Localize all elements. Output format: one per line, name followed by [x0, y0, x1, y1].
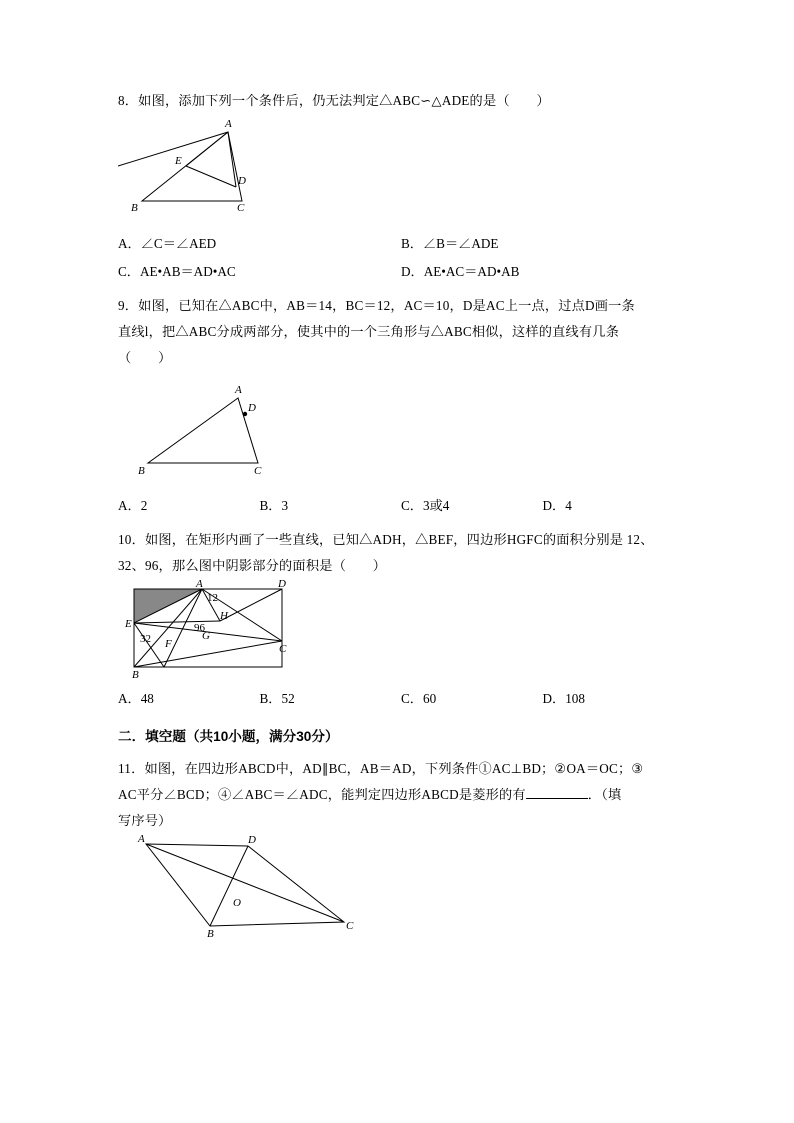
worksheet-page [118, 88, 684, 951]
svg-text:D: D [278, 579, 286, 590]
question-10-option-d[interactable]: D．108 [542, 691, 585, 706]
question-10-option-c[interactable]: C．60 [401, 691, 437, 706]
svg-text:C: C [279, 643, 287, 655]
section-2-heading: 二．填空题（共10小题，满分30分） [118, 729, 339, 744]
svg-text:E: E [175, 155, 182, 167]
svg-text:32: 32 [140, 633, 151, 645]
question-11-stem-line-3: 写序号） [118, 813, 172, 828]
svg-text:D: D [248, 834, 256, 846]
question-10-options [118, 686, 684, 712]
svg-text:F: F [165, 638, 172, 650]
question-10-option-a[interactable]: A．48 [118, 691, 154, 706]
svg-text:G: G [202, 630, 210, 642]
question-8 [118, 88, 684, 285]
svg-text:D: D [248, 402, 256, 414]
question-9-options [118, 493, 684, 519]
question-9-option-c[interactable]: C．3或4 [401, 498, 450, 513]
question-9-figure [118, 371, 684, 491]
question-10-figure [116, 579, 684, 684]
question-8-options-row-2 [118, 259, 684, 285]
question-10-option-b[interactable]: B．52 [259, 691, 295, 706]
question-11-stem-line-2-text: AC平分∠BCD；④∠ABC＝∠ADC，能判定四边形ABCD是菱形的有 [118, 787, 526, 802]
question-8-stem: 8．如图，添加下列一个条件后，仍无法判定△ABC∽△ADE的是（ ） [118, 93, 550, 108]
svg-text:B: B [138, 465, 145, 477]
question-9-option-a[interactable]: A．2 [118, 498, 148, 513]
svg-text:12: 12 [207, 592, 218, 604]
svg-text:D: D [238, 175, 246, 187]
question-11-stem-line-1: 11．如图，在四边形ABCD中，AD∥BC，AB＝AD，下列条件①AC⊥BD；②OA＝OC；③ [118, 761, 644, 776]
svg-text:C: C [254, 465, 262, 477]
question-8-option-a[interactable]: A．∠C＝∠AED [118, 236, 217, 251]
question-11 [118, 756, 684, 949]
question-9 [118, 293, 684, 519]
question-10-stem-line-2: 32、96，那么图中阴影部分的面积是（ ） [118, 558, 387, 573]
question-9-stem-line-2: 直线l，把△ABC分成两部分，使其中的一个三角形与△ABC相似，这样的直线有几条 [118, 324, 620, 339]
svg-text:A: A [196, 579, 203, 590]
svg-text:B: B [132, 669, 139, 679]
svg-text:A: A [225, 118, 232, 130]
question-8-options-row-1 [118, 231, 684, 257]
question-11-figure [118, 834, 684, 949]
answer-blank[interactable] [526, 798, 588, 799]
question-10-stem-line-1: 10．如图，在矩形内画了一些直线，已知△ADH，△BEF，四边形HGFC的面积分别是 12、 [118, 532, 654, 547]
question-9-option-b[interactable]: B．3 [259, 498, 289, 513]
question-11-stem-line-2-tail: ．（填 [587, 787, 622, 802]
question-10 [118, 527, 684, 712]
svg-text:C: C [237, 202, 245, 214]
svg-text:B: B [131, 202, 138, 214]
question-8-figure [118, 114, 684, 229]
question-9-stem-line-3: （ ） [118, 350, 172, 365]
question-8-option-b[interactable]: B．∠B＝∠ADE [401, 236, 499, 251]
svg-text:96: 96 [194, 622, 205, 634]
svg-text:A: A [235, 384, 242, 396]
svg-text:E: E [125, 618, 132, 630]
svg-text:O: O [233, 897, 241, 909]
svg-text:H: H [220, 610, 228, 622]
question-11-stem-line-2 [118, 782, 684, 808]
question-8-option-c[interactable]: C．AE•AB＝AD•AC [118, 264, 236, 279]
question-9-option-d[interactable]: D．4 [542, 498, 572, 513]
svg-text:B: B [207, 928, 214, 940]
question-9-stem-line-1: 9．如图，已知在△ABC中，AB＝14，BC＝12，AC＝10，D是AC上一点，过点D画一条 [118, 298, 635, 313]
svg-text:A: A [138, 834, 145, 845]
question-8-option-d[interactable]: D．AE•AC＝AD•AB [401, 264, 520, 279]
svg-text:C: C [346, 920, 354, 932]
